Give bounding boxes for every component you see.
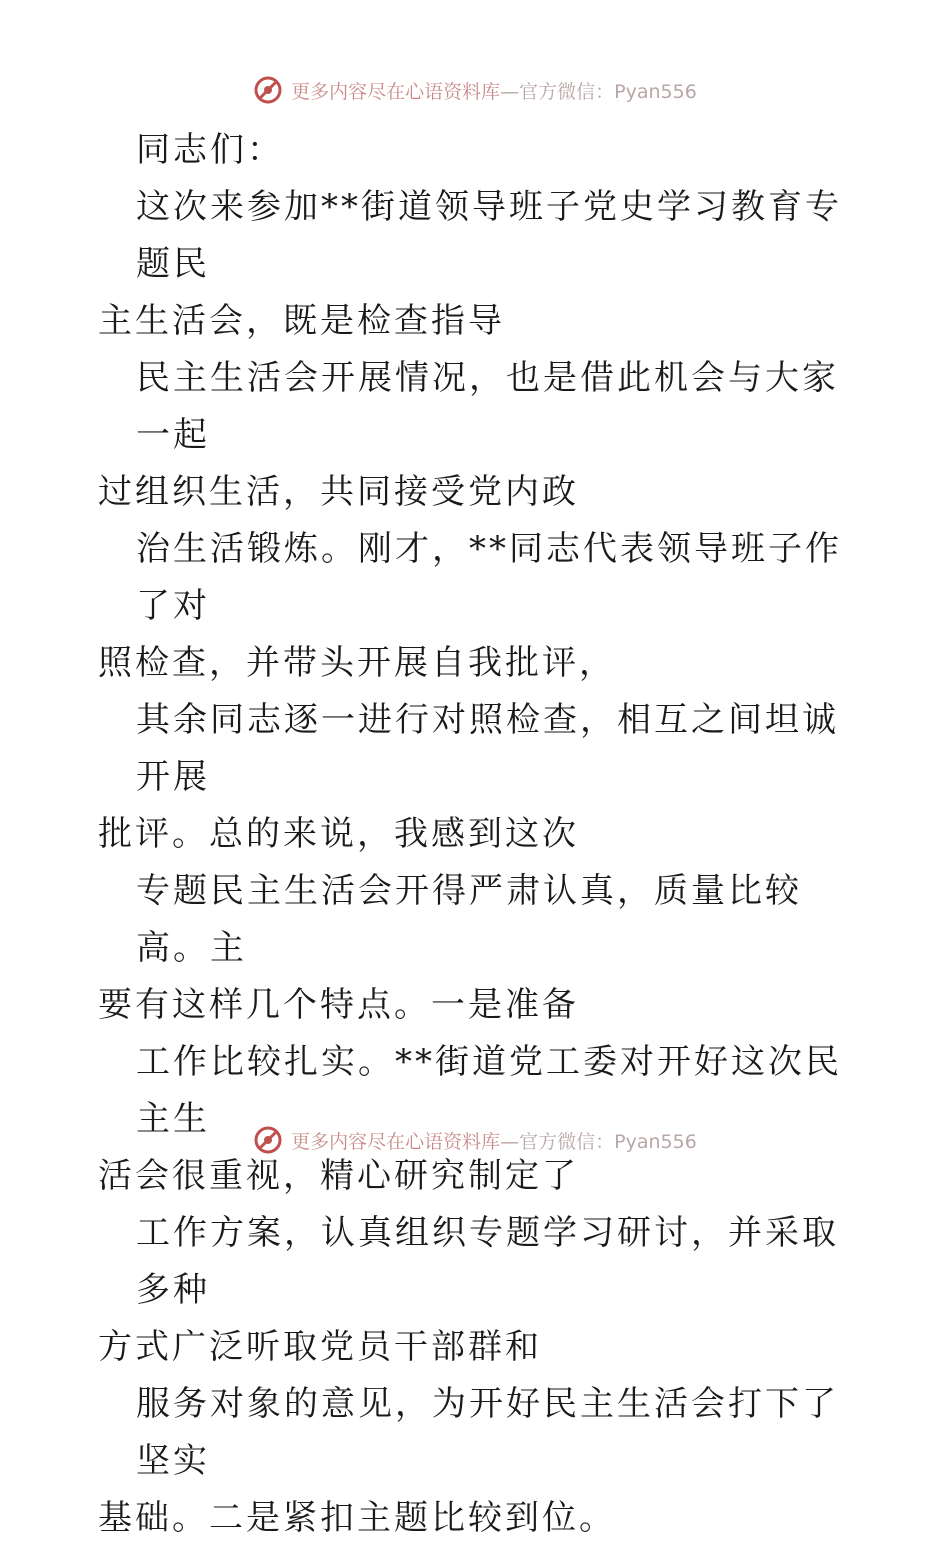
logo-icon — [253, 1125, 283, 1155]
banner-text: 更多内容尽在心语资料库 — [291, 80, 501, 103]
paragraph-line: 服务对象的意见，为开好民主生活会打下了坚实 — [136, 1384, 839, 1481]
paragraph-line: 活会很重视，精心研究制定了 — [98, 1156, 579, 1196]
paragraph-line: 其余同志逐一进行对照检查，相互之间坦诚开展 — [136, 700, 839, 797]
banner-wechat: —官方微信：Pyan556 — [500, 1130, 697, 1153]
paragraph-line: 民主生活会开展情况，也是借此机会与大家一起 — [136, 358, 839, 455]
paragraph-line: 治生活锻炼。刚才，**同志代表领导班子作了对 — [136, 529, 842, 626]
paragraph-line: 工作比较扎实。**街道党工委对开好这次民主生 — [136, 1042, 842, 1139]
header-banner — [0, 70, 950, 110]
paragraph-line: 照检查，并带头开展自我批评， — [98, 643, 616, 683]
paragraph-line: 这次来参加**街道领导班子党史学习教育专题民 — [136, 187, 842, 284]
footer-banner — [0, 1120, 950, 1160]
paragraph-line: 工作方案，认真组织专题学习研讨，并采取多种 — [136, 1213, 839, 1310]
paragraph-line: 方式广泛听取党员干部群和 — [98, 1327, 542, 1367]
logo-icon — [253, 75, 283, 105]
banner-text: 更多内容尽在心语资料库 — [291, 1130, 501, 1153]
paragraph-line: 批评。总的来说，我感到这次 — [98, 814, 579, 854]
paragraph-line: 要有这样几个特点。一是准备 — [98, 985, 579, 1025]
paragraph-line: 过组织生活，共同接受党内政 — [98, 472, 579, 512]
banner-wechat: —官方微信：Pyan556 — [500, 80, 697, 103]
document-body — [98, 122, 858, 1547]
salutation: 同志们： — [136, 130, 284, 170]
paragraph-line: 专题民主生活会开得严肃认真，质量比较高。主 — [136, 871, 802, 968]
paragraph-line: 基础。二是紧扣主题比较到位。 — [98, 1498, 616, 1538]
paragraph-line: 主生活会，既是检查指导 — [98, 301, 505, 341]
